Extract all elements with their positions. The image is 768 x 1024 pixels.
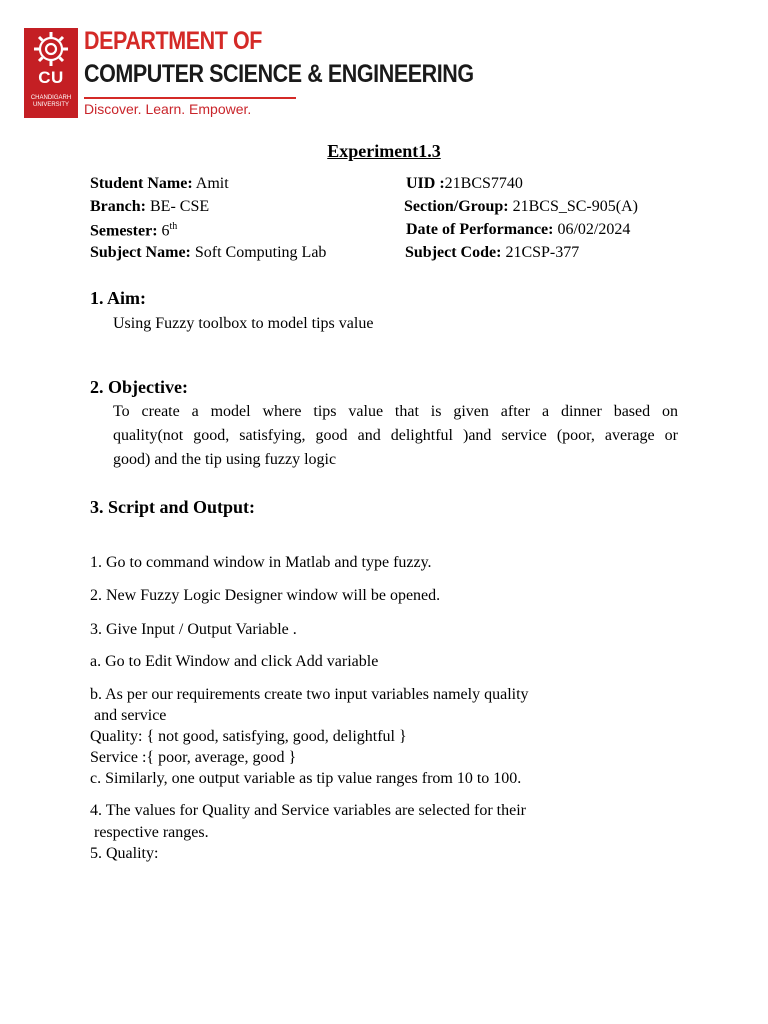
aim-heading: 1. Aim:	[90, 288, 146, 308]
step-line: Service :{ poor, average, good }	[90, 749, 297, 766]
department-title-line1: DEPARTMENT OF	[84, 27, 262, 55]
section-row	[404, 198, 638, 216]
step-line: 3. Give Input / Output Variable .	[90, 621, 297, 638]
logo-university-line2: UNIVERSITY	[32, 102, 69, 108]
step-line: and service	[90, 707, 167, 724]
semester-label: Semester:	[90, 222, 158, 240]
step-line: a. Go to Edit Window and click Add variable	[90, 653, 379, 670]
gear-emblem-icon	[24, 28, 78, 72]
step-line: respective ranges.	[90, 824, 209, 841]
step-line: 2. New Fuzzy Logic Designer window will be opened.	[90, 587, 441, 604]
step-line: 4. The values for Quality and Service variables are selected for their	[90, 802, 526, 819]
section-label: Section/Group:	[404, 198, 509, 215]
step-line: 1. Go to command window in Matlab and type fuzzy.	[90, 554, 432, 571]
branch-value: BE- CSE	[146, 198, 210, 215]
aim-text: Using Fuzzy toolbox to model tips value	[113, 315, 374, 332]
step-line: 5. Quality:	[90, 845, 159, 862]
objective-heading: 2. Objective:	[90, 377, 188, 397]
subject-code-label: Subject Code:	[405, 244, 502, 261]
student-name-label: Student Name:	[90, 175, 193, 192]
branch-label: Branch:	[90, 198, 146, 215]
semester-row	[90, 221, 177, 240]
uid-row	[406, 175, 523, 193]
objective-line-3: good) and the tip using fuzzy logic	[113, 451, 337, 468]
tagline: Discover. Learn. Empower.	[84, 101, 252, 117]
student-name-row	[90, 175, 229, 193]
semester-suffix: th	[169, 221, 178, 232]
subject-name-value: Soft Computing Lab	[190, 244, 327, 261]
objective-line-2: quality(not good, satisfying, good and delightful )and service (poor, average or	[113, 427, 678, 444]
header-divider	[84, 97, 296, 99]
subject-code-value: 21CSP-377	[501, 244, 580, 261]
step-line: c. Similarly, one output variable as tip value ranges from 10 to 100.	[90, 770, 522, 787]
section-value: 21BCS_SC-905(A)	[508, 198, 638, 215]
script-heading: 3. Script and Output:	[90, 497, 256, 517]
step-line: Quality: { not good, satisfying, good, delightful }	[90, 728, 407, 745]
university-logo	[24, 28, 78, 118]
subject-name-row	[90, 244, 326, 262]
uid-label: UID :	[406, 175, 445, 192]
step-line: b. As per our requirements create two input variables namely quality	[90, 686, 529, 703]
subject-code-row	[405, 244, 579, 262]
dop-value: 06/02/2024	[553, 221, 631, 238]
uid-value: 21BCS7740	[444, 175, 523, 192]
subject-name-label: Subject Name:	[90, 244, 191, 261]
student-name-value: Amit	[192, 175, 229, 192]
date-of-performance-row	[406, 221, 630, 239]
logo-university-line1: CHANDIGARH	[30, 95, 72, 101]
logo-cu-text: CU	[38, 68, 64, 87]
branch-row	[90, 198, 209, 216]
semester-value: 6	[157, 222, 170, 240]
dop-label: Date of Performance:	[406, 221, 554, 238]
experiment-title: Experiment1.3	[327, 141, 441, 161]
department-title-line2: COMPUTER SCIENCE & ENGINEERING	[84, 60, 474, 88]
objective-line-1: To create a model where tips value that is given after a dinner based on	[113, 403, 678, 420]
